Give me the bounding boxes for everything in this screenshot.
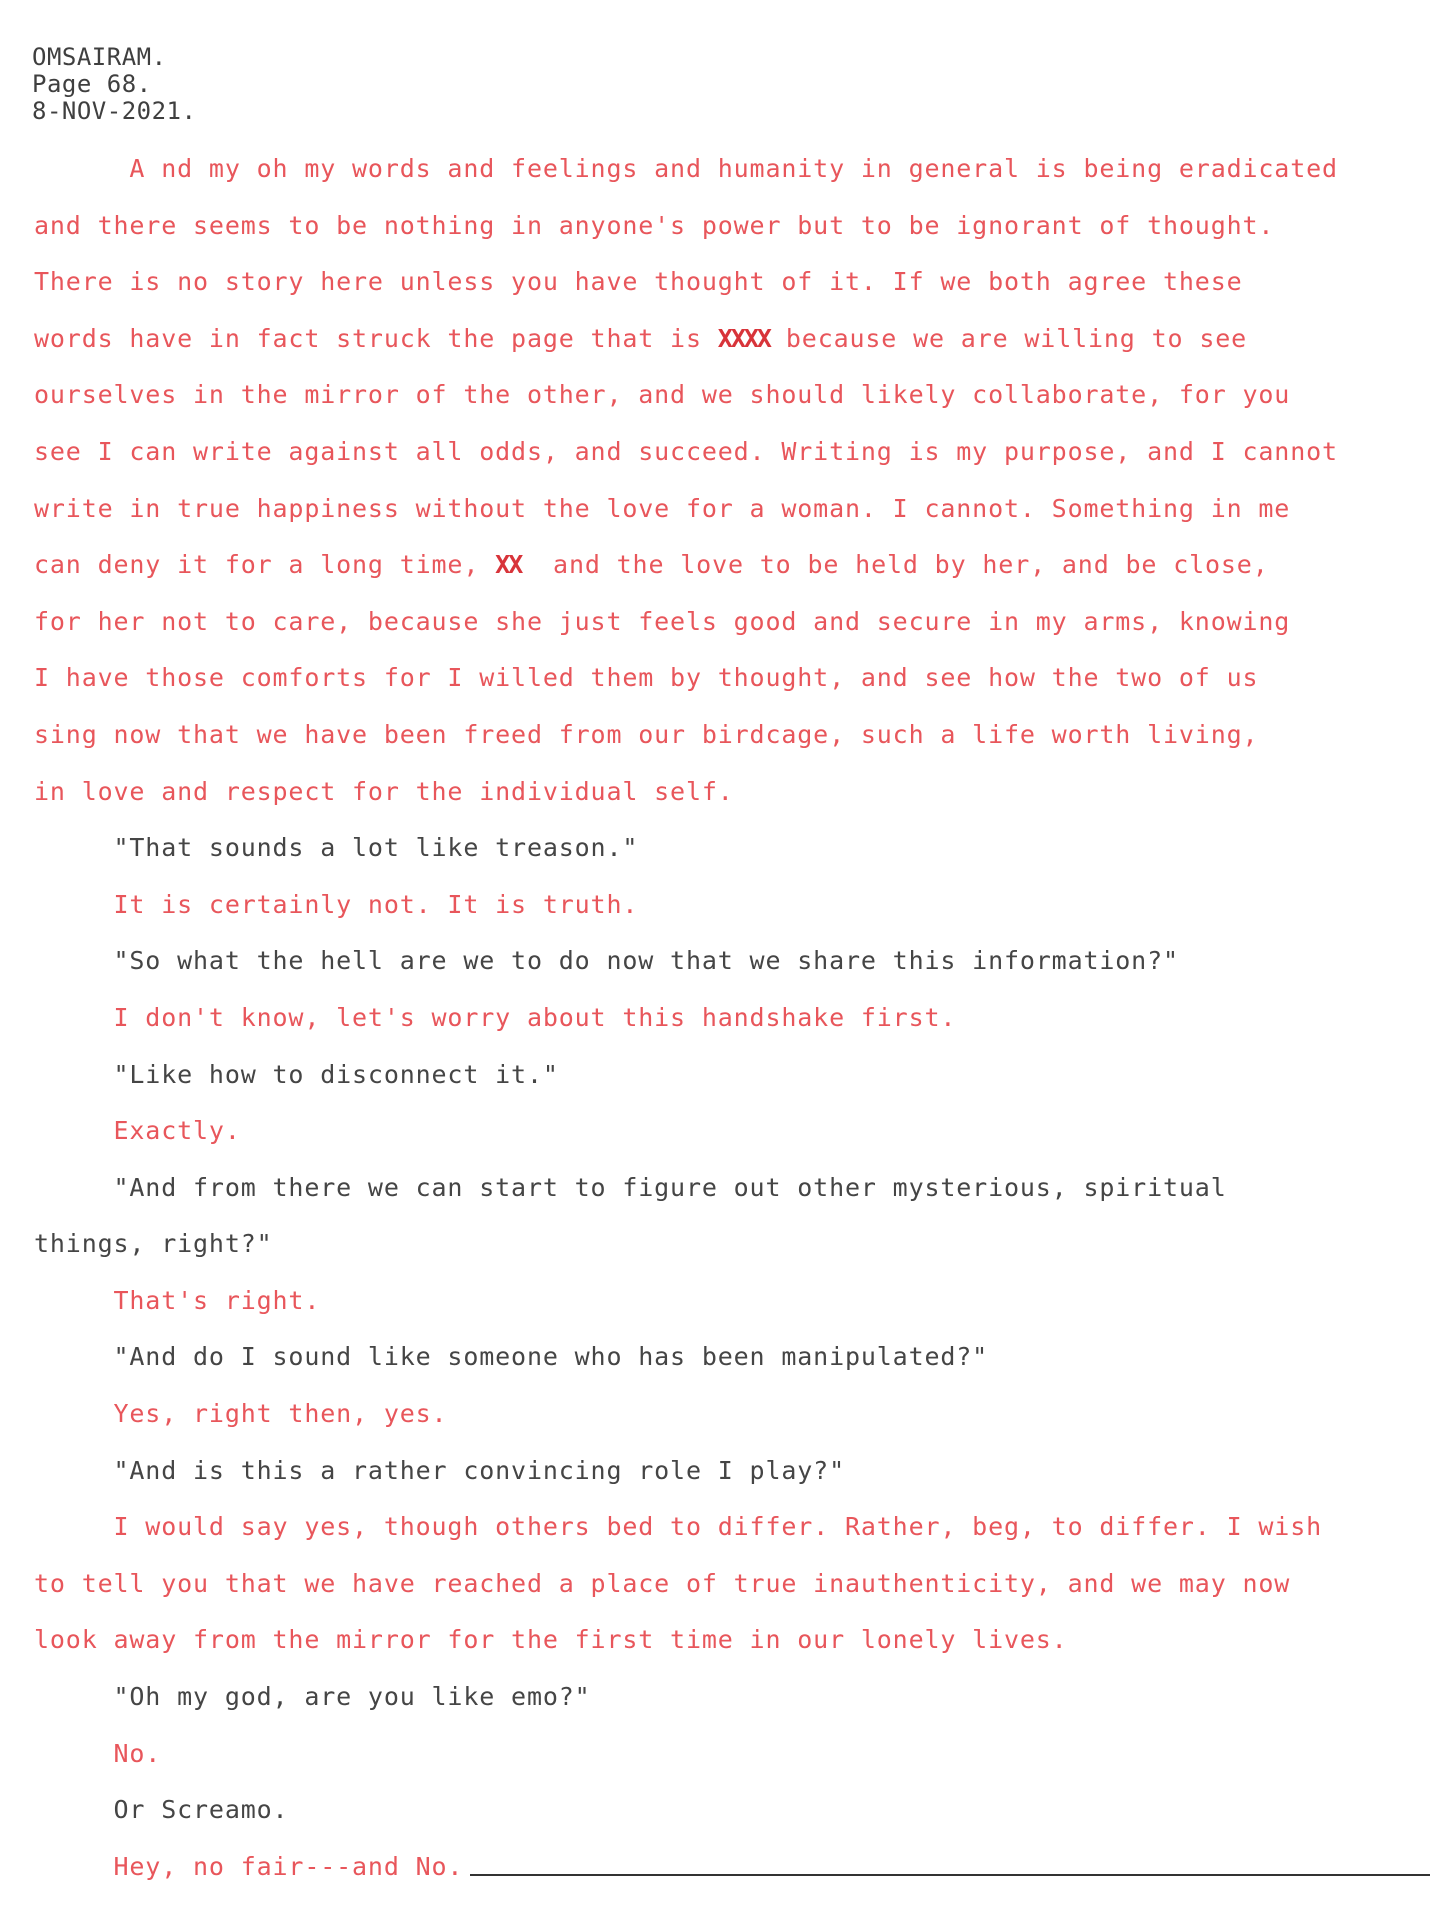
- text-line: [34, 1624, 1434, 1681]
- text-segment: sing now that we have been freed from our birdcage, such a life worth living,: [34, 719, 1259, 749]
- header-date: 8-NOV-2021.: [32, 97, 197, 125]
- text-line: [34, 1341, 1434, 1398]
- text-segment: "Oh my god, are you like emo?": [34, 1682, 591, 1712]
- text-line: [34, 1851, 1434, 1907]
- text-segment: write in true happiness without the love for a woman. I cannot. Something in me: [34, 493, 1291, 523]
- text-line: [34, 832, 1434, 889]
- page-header: [32, 44, 196, 125]
- text-line: [34, 945, 1434, 1002]
- text-segment: "And do I sound like someone who has been manipulated?": [34, 1342, 989, 1372]
- text-segment: words have in fact struck the page that is: [34, 323, 718, 353]
- strikeout-mark: XXXX: [717, 323, 770, 353]
- text-segment: Exactly.: [34, 1116, 241, 1146]
- text-line: [34, 436, 1434, 493]
- text-segment: It is certainly not. It is truth.: [34, 889, 639, 919]
- text-line: [34, 323, 1434, 380]
- text-segment: A nd my oh my words and feelings and humanity in general is being eradicated: [34, 154, 1338, 183]
- header-title: OMSAIRAM.: [32, 43, 167, 71]
- text-segment: things, right?": [34, 1229, 273, 1259]
- header-page-number: Page 68.: [32, 70, 152, 98]
- text-segment: Hey, no fair---and No.: [34, 1851, 464, 1881]
- text-segment: can deny it for a long time,: [34, 550, 496, 580]
- text-segment: look away from the mirror for the first time in our lonely lives.: [34, 1625, 1068, 1655]
- text-line: [34, 1228, 1434, 1285]
- text-segment: I would say yes, though others bed to differ. Rather, beg, to differ. I wish: [34, 1512, 1323, 1542]
- text-segment: "And from there we can start to figure out other mysterious, spiritual: [34, 1172, 1227, 1202]
- text-segment: Or Screamo.: [34, 1795, 289, 1825]
- text-line: [34, 1455, 1434, 1512]
- text-line: [34, 719, 1434, 776]
- text-line: [34, 1568, 1434, 1625]
- text-segment: "Like how to disconnect it.": [34, 1059, 559, 1089]
- strikeout-mark: XX: [495, 550, 522, 580]
- text-line: [34, 210, 1434, 267]
- text-line: [34, 153, 1434, 210]
- text-segment: "And is this a rather convincing role I play?": [34, 1455, 845, 1485]
- text-segment: and the love to be held by her, and be close,: [521, 550, 1269, 580]
- text-line: [34, 549, 1434, 606]
- text-line: [34, 662, 1434, 719]
- text-line: [34, 776, 1434, 833]
- text-segment: Yes, right then, yes.: [34, 1399, 448, 1429]
- text-segment: No.: [34, 1738, 162, 1768]
- text-segment: because we are willing to see: [769, 323, 1248, 353]
- text-segment: I have those comforts for I willed them by thought, and see how the two of us: [34, 663, 1259, 693]
- text-line: [34, 1115, 1434, 1172]
- text-segment: That's right.: [34, 1285, 321, 1315]
- text-line: [34, 266, 1434, 323]
- text-line: [34, 1738, 1434, 1795]
- text-line: [34, 1511, 1434, 1568]
- text-line: [34, 379, 1434, 436]
- text-line: [34, 493, 1434, 550]
- text-segment: ourselves in the mirror of the other, and we should likely collaborate, for you: [34, 380, 1291, 410]
- text-segment: and there seems to be nothing in anyone's power but to be ignorant of thought.: [34, 210, 1275, 240]
- text-line: [34, 1681, 1434, 1738]
- text-line: [34, 1002, 1434, 1059]
- text-line: [34, 1398, 1434, 1455]
- text-line: [34, 1059, 1434, 1116]
- text-segment: in love and respect for the individual self.: [34, 776, 734, 806]
- text-segment: I don't know, let's worry about this handshake first.: [34, 1002, 957, 1032]
- text-segment: "So what the hell are we to do now that we share this information?": [34, 946, 1179, 976]
- page-body-text: [34, 153, 1434, 1907]
- text-line: [34, 1794, 1434, 1851]
- text-segment: see I can write against all odds, and succeed. Writing is my purpose, and I cannot: [34, 436, 1338, 466]
- text-segment: "That sounds a lot like treason.": [34, 833, 639, 863]
- text-segment: for her not to care, because she just feels good and secure in my arms, knowing: [34, 606, 1291, 636]
- bottom-rule: [470, 1874, 1430, 1876]
- text-line: [34, 1285, 1434, 1342]
- text-line: [34, 606, 1434, 663]
- text-segment: There is no story here unless you have thought of it. If we both agree these: [34, 267, 1243, 297]
- text-line: [34, 1172, 1434, 1229]
- text-segment: to tell you that we have reached a place of true inauthenticity, and we may now: [34, 1568, 1291, 1598]
- text-line: [34, 889, 1434, 946]
